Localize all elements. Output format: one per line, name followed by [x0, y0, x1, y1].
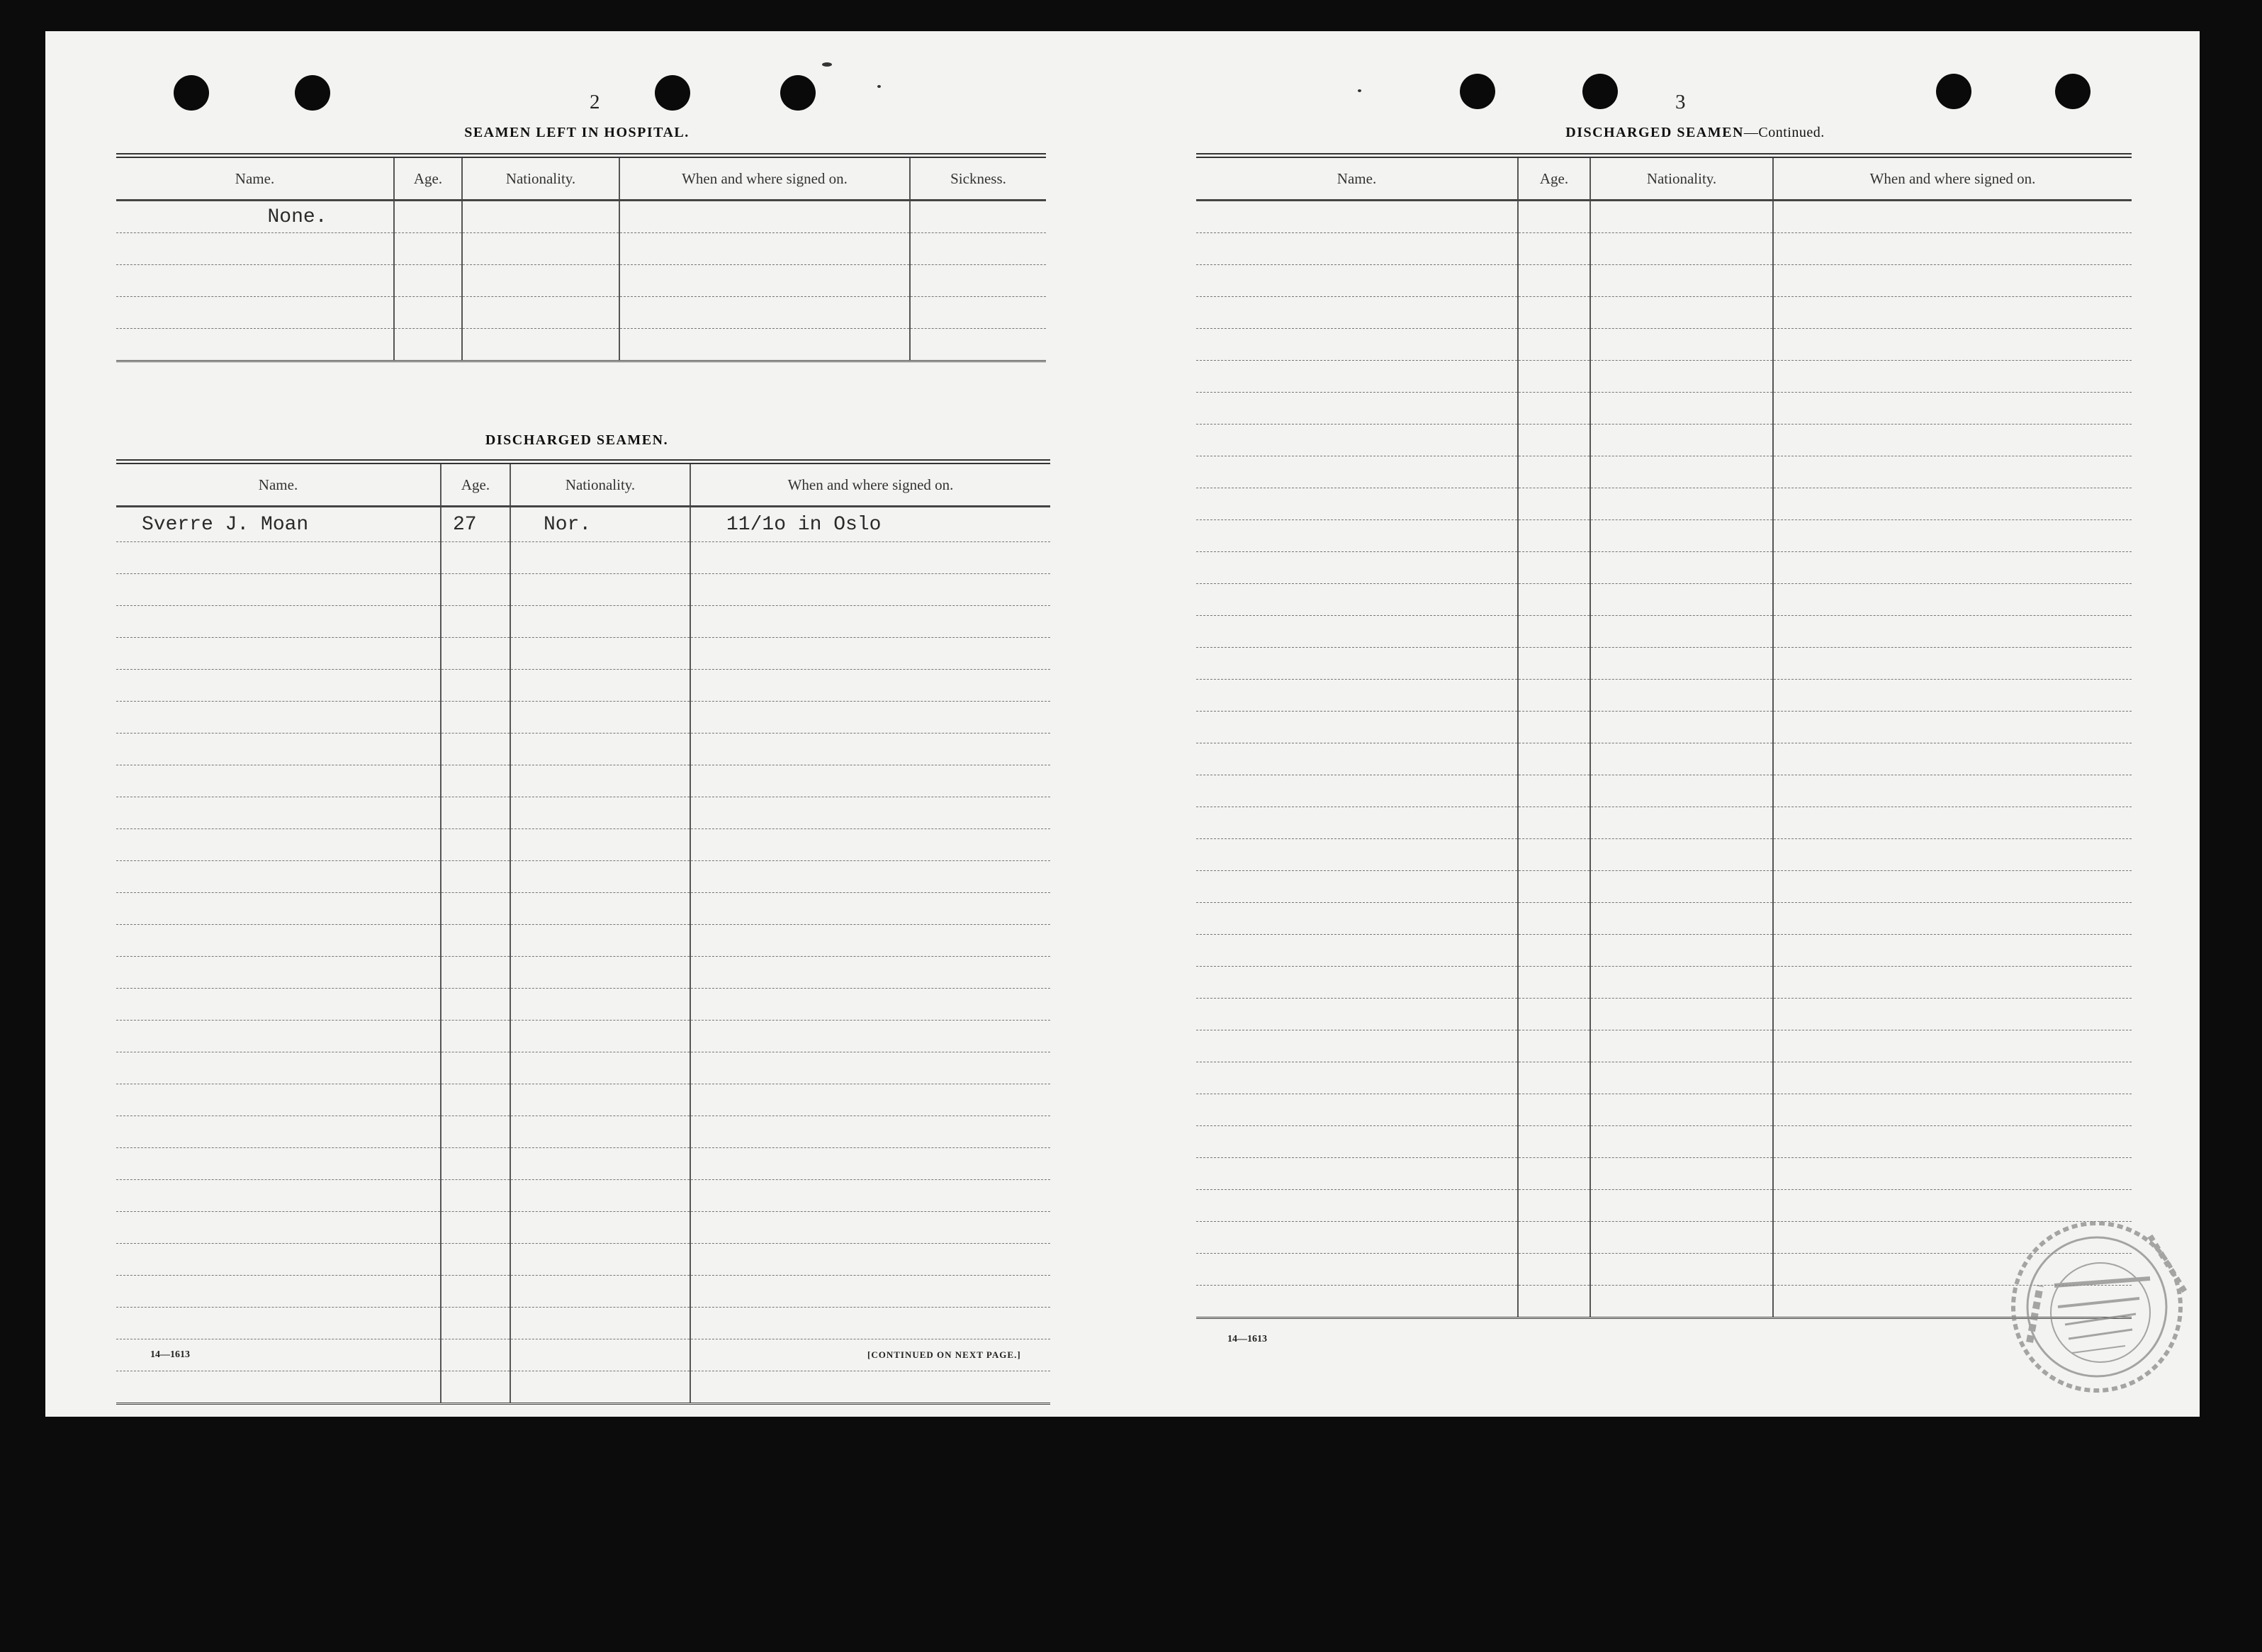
table-row: [1196, 488, 2132, 520]
table-row: [116, 1276, 1050, 1308]
table-row: [1196, 456, 2132, 488]
table-row: [1196, 712, 2132, 743]
table-row: [116, 574, 1050, 606]
table-row: [1196, 297, 2132, 329]
table-row: [1196, 1126, 2132, 1158]
discharged-continued-title-suffix: —Continued.: [1743, 125, 1825, 140]
table-row: [1196, 1030, 2132, 1062]
table-row: [116, 989, 1050, 1021]
discharged-continued-table: [1196, 153, 2132, 1319]
hospital-col-sickness: Sickness.: [910, 156, 1046, 201]
table-row: [1196, 425, 2132, 456]
table-row: [116, 670, 1050, 702]
hospital-col-age: Age.: [394, 156, 462, 201]
table-row: [116, 1052, 1050, 1084]
discharged-col-name: Name.: [116, 462, 441, 507]
discharged-header-row: [116, 462, 1050, 507]
continued-col-age: Age.: [1518, 156, 1590, 201]
discharged-col-nationality: Nationality.: [510, 462, 690, 507]
punch-hole-icon: [1936, 74, 1971, 109]
hospital-section-title: SEAMEN LEFT IN HOSPITAL.: [464, 125, 690, 140]
form-number-right: 14—1613: [1227, 1334, 1267, 1344]
hospital-header-row: [116, 156, 1046, 201]
typed-signed-on: 11/1o in Oslo: [690, 507, 1050, 542]
table-row: [116, 1084, 1050, 1116]
punch-hole-icon: [2055, 74, 2091, 109]
table-row: [116, 1021, 1050, 1052]
continued-note: [CONTINUED ON NEXT PAGE.]: [867, 1349, 1021, 1360]
table-row: [1196, 584, 2132, 616]
table-row: [1196, 903, 2132, 935]
table-row: [116, 638, 1050, 670]
continued-col-name: Name.: [1196, 156, 1518, 201]
discharged-section-title: DISCHARGED SEAMEN.: [485, 432, 669, 448]
table-row: [116, 1148, 1050, 1180]
table-row: [116, 507, 1050, 542]
typed-name: Sverre J. Moan: [116, 507, 441, 542]
table-row: [1196, 1062, 2132, 1094]
table-row: [1196, 775, 2132, 807]
discharged-col-age: Age.: [441, 462, 510, 507]
table-row: [116, 329, 1046, 361]
punch-hole-icon: [295, 75, 330, 111]
table-row: [1196, 233, 2132, 265]
table-row: [1196, 871, 2132, 903]
table-row: [116, 765, 1050, 797]
table-row: [116, 297, 1046, 329]
table-row: [1196, 201, 2132, 233]
table-row: [1196, 329, 2132, 361]
page-number-left: 2: [590, 91, 600, 113]
continued-col-signed-on: When and where signed on.: [1773, 156, 2132, 201]
table-row: [1196, 648, 2132, 680]
table-row: [116, 734, 1050, 765]
punch-hole-icon: [1582, 74, 1618, 109]
punch-hole-icon: [174, 75, 209, 111]
table-row: [1196, 265, 2132, 297]
discharged-continued-title: [1193, 125, 2197, 141]
discharged-table: [116, 459, 1050, 1405]
table-row: [116, 861, 1050, 893]
table-row: [1196, 807, 2132, 839]
table-cell: [462, 201, 619, 233]
hospital-col-signed-on: When and where signed on.: [619, 156, 910, 201]
table-row: [116, 1244, 1050, 1276]
table-row: [1196, 520, 2132, 552]
continued-col-nationality: Nationality.: [1590, 156, 1773, 201]
table-cell: [619, 201, 910, 233]
ink-speck: [1358, 89, 1361, 92]
ink-speck: [822, 62, 832, 67]
form-number-left: 14—1613: [150, 1349, 190, 1360]
punch-hole-icon: [1460, 74, 1495, 109]
typed-age: 27: [441, 507, 510, 542]
table-row: [116, 957, 1050, 989]
table-row: [116, 797, 1050, 829]
discharged-continued-title-bold: DISCHARGED SEAMEN: [1565, 125, 1744, 140]
discharged-continued-header-row: [1196, 156, 2132, 201]
table-row: [116, 233, 1046, 265]
table-row: [116, 1116, 1050, 1148]
table-row: [116, 1212, 1050, 1244]
table-row: [1196, 680, 2132, 712]
table-row: [1196, 743, 2132, 775]
punch-hole-icon: [780, 75, 816, 111]
table-row: [116, 1308, 1050, 1339]
table-row: [1196, 999, 2132, 1030]
hospital-col-name: Name.: [116, 156, 394, 201]
table-row: [116, 1371, 1050, 1404]
table-row: [116, 201, 1046, 233]
table-row: [1196, 393, 2132, 425]
table-row: [116, 265, 1046, 297]
page-number-right: 3: [1675, 91, 1686, 113]
table-row: [116, 925, 1050, 957]
table-row: [116, 606, 1050, 638]
table-cell: [910, 201, 1046, 233]
hospital-col-nationality: Nationality.: [462, 156, 619, 201]
hospital-table: [116, 153, 1046, 362]
official-seal-stamp-icon: [1987, 1208, 2200, 1406]
typed-nationality: Nor.: [510, 507, 690, 542]
table-row: [1196, 967, 2132, 999]
punch-hole-icon: [655, 75, 690, 111]
table-row: [1196, 361, 2132, 393]
table-row: [116, 542, 1050, 574]
discharged-col-signed-on: When and where signed on.: [690, 462, 1050, 507]
table-cell: [394, 201, 462, 233]
table-row: [1196, 552, 2132, 584]
typed-name: None.: [116, 201, 394, 233]
table-row: [1196, 1158, 2132, 1190]
table-row: [116, 702, 1050, 734]
table-row: [1196, 1094, 2132, 1126]
table-row: [1196, 616, 2132, 648]
table-row: [116, 893, 1050, 925]
table-row: [116, 1180, 1050, 1212]
table-row: [1196, 935, 2132, 967]
table-row: [1196, 839, 2132, 871]
document-spread: [45, 31, 2200, 1417]
table-row: [116, 829, 1050, 861]
ink-speck: [877, 85, 881, 88]
